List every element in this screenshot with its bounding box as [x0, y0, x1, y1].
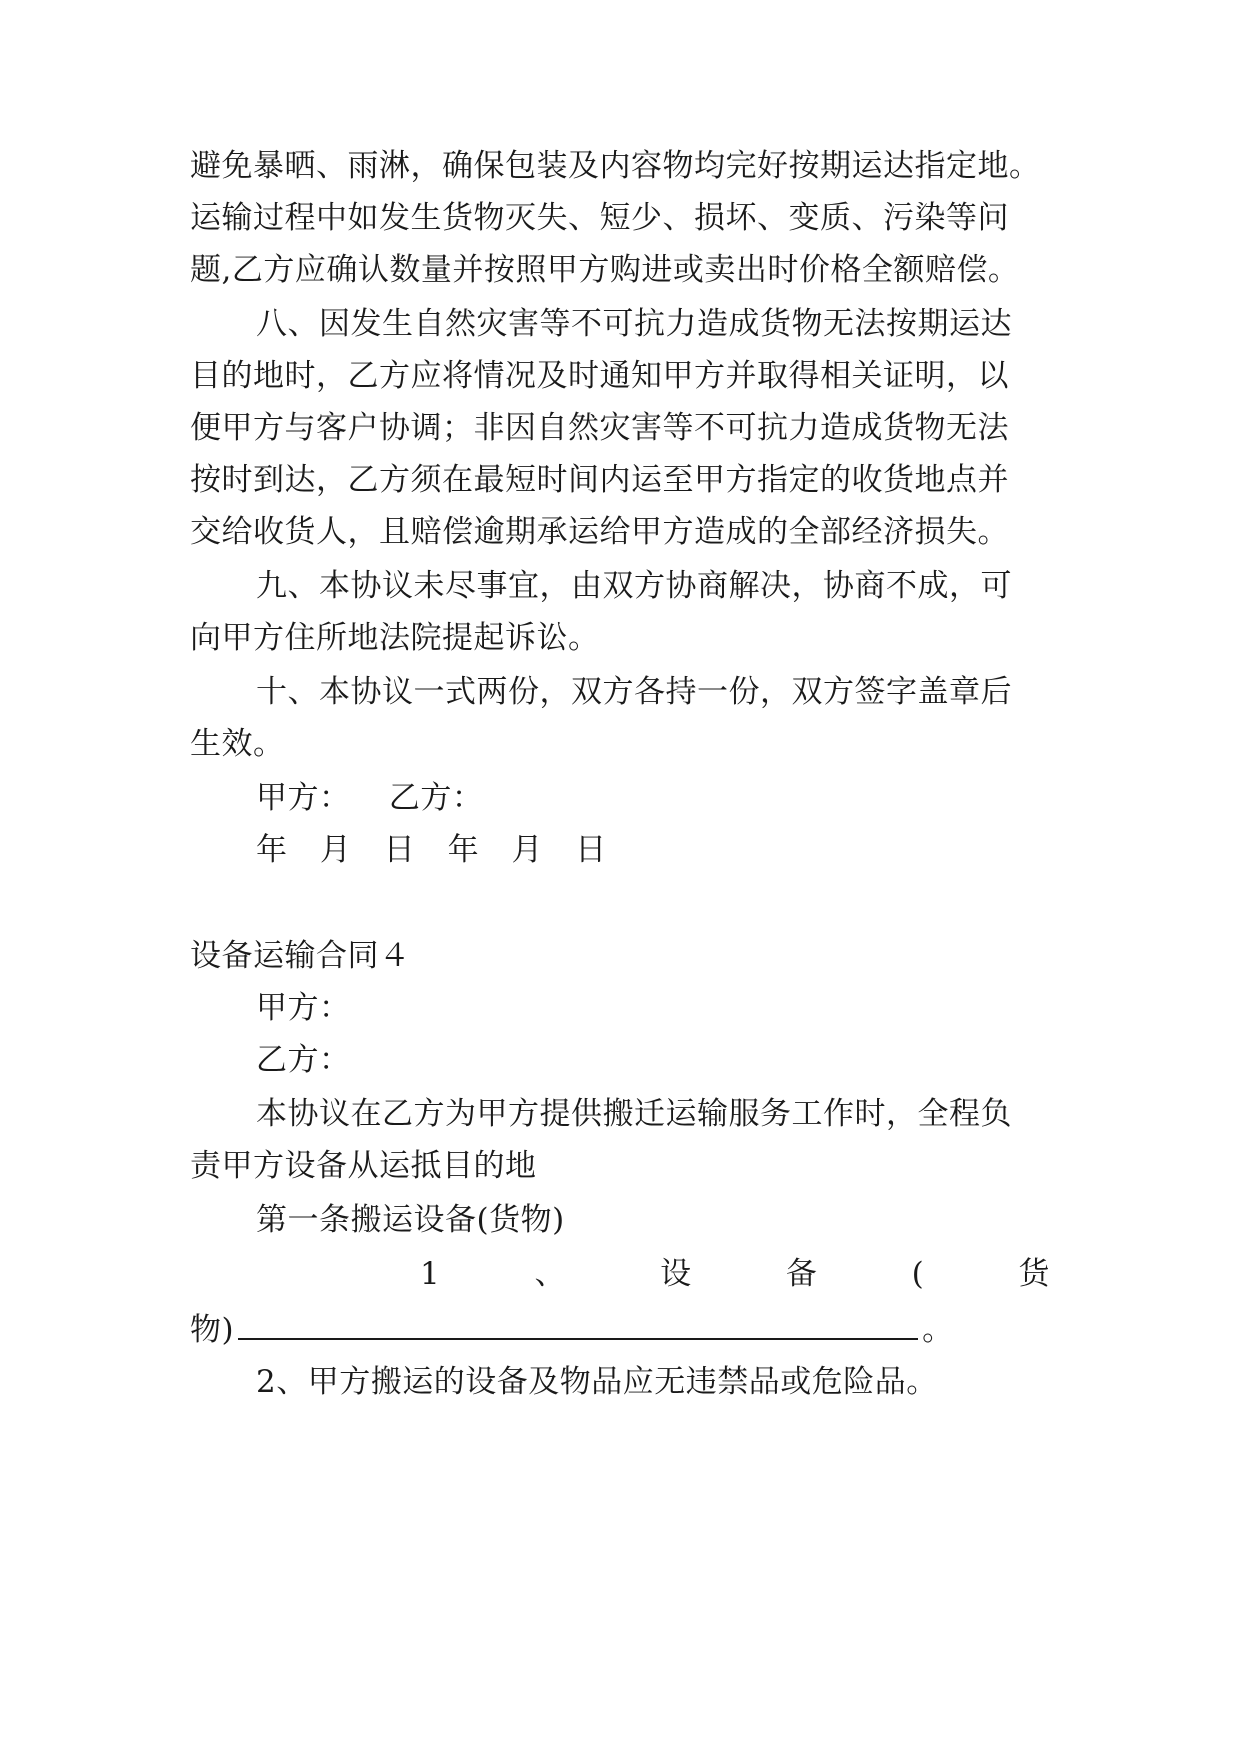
intro-line: 责甲方设备从运抵目的地	[190, 1148, 537, 1184]
contract-title: 设备运输合同４	[190, 938, 411, 974]
item-1-part: 设	[660, 1256, 692, 1292]
item-2-line: 2、甲方搬运的设备及物品应无违禁品或危险品。	[256, 1364, 938, 1400]
clause-8-line: 交给收货人，且赔偿逾期承运给甲方造成的全部经济损失。	[190, 514, 1009, 550]
item-1-part: 货	[1018, 1256, 1050, 1292]
clause-10-line: 十、本协议一式两份，双方各持一份，双方签字盖章后	[256, 674, 1012, 710]
item-1-tail-end: 。	[922, 1312, 954, 1348]
clause-8-line: 八、因发生自然灾害等不可抗力造成货物无法按期运达	[256, 306, 1012, 342]
signature-party-a: 甲方：	[256, 780, 351, 816]
date-month-a: 月	[319, 832, 352, 868]
date-year-b: 年	[447, 832, 480, 868]
paragraph-line: 运输过程中如发生货物灭失、短少、损坏、变质、污染等问	[190, 200, 1009, 236]
date-row	[256, 830, 1050, 870]
paragraph-line: 避免暴晒、雨淋，确保包装及内容物均完好按期运达指定地。	[190, 148, 1041, 184]
paragraph-line: 题,乙方应确认数量并按照甲方购进或卖出时价格全额赔偿。	[190, 252, 1020, 288]
intro-line: 本协议在乙方为甲方提供搬迁运输服务工作时，全程负	[256, 1096, 1012, 1132]
date-day-a: 日	[383, 832, 416, 868]
item-1-tail-start: 物)	[190, 1312, 235, 1348]
date-day-b: 日	[575, 832, 607, 868]
date-year-a: 年	[256, 832, 288, 868]
item-1-part: 1	[420, 1256, 441, 1292]
fill-in-blank[interactable]	[238, 1308, 918, 1340]
date-month-b: 月	[511, 832, 543, 868]
party-a-label: 甲方：	[256, 990, 351, 1026]
clause-8-line: 按时到达，乙方须在最短时间内运至甲方指定的收货地点并	[190, 462, 1009, 498]
item-1-part: 备	[785, 1256, 818, 1292]
signature-row	[256, 778, 1050, 818]
article-1-title: 第一条搬运设备(货物)	[256, 1202, 565, 1238]
item-1-line	[420, 1254, 1050, 1294]
party-b-label: 乙方：	[256, 1042, 351, 1078]
clause-9-line: 九、本协议未尽事宜，由双方协商解决，协商不成，可	[256, 568, 1012, 604]
item-1-part: (	[911, 1256, 925, 1292]
clause-8-line: 便甲方与客户协调；非因自然灾害等不可抗力造成货物无法	[190, 410, 1009, 446]
clause-8-line: 目的地时，乙方应将情况及时通知甲方并取得相关证明，以	[190, 358, 1009, 394]
item-1-continuation	[190, 1308, 1050, 1348]
item-1-part: 、	[534, 1256, 566, 1292]
clause-9-line: 向甲方住所地法院提起诉讼。	[190, 620, 600, 656]
signature-party-b: 乙方：	[388, 780, 484, 816]
clause-10-line: 生效。	[190, 726, 285, 762]
